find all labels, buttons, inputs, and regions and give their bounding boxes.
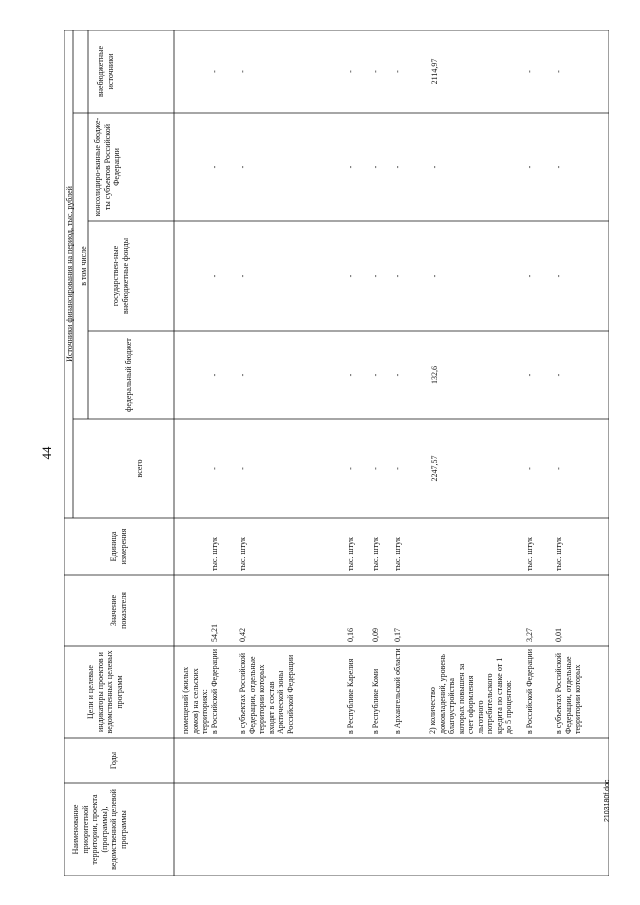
row-1-unit: тыс. штук xyxy=(210,537,219,571)
row-7-goal: в Российской Федерации xyxy=(525,649,534,734)
row-7-value: 3,27 xyxy=(525,628,534,642)
row-6-regional: - xyxy=(430,165,439,169)
row-6-total: 2247,57 xyxy=(430,455,439,482)
row-3-goal: в Республике Карелия xyxy=(346,658,355,734)
row-1-state: - xyxy=(210,274,219,278)
row-5-state: - xyxy=(393,274,402,278)
row-8-federal: - xyxy=(554,373,563,377)
row-4-state: - xyxy=(371,274,380,278)
row-5-total: - xyxy=(393,467,402,470)
row-3-unit: тыс. штук xyxy=(346,537,355,571)
row-1-regional: - xyxy=(210,165,219,169)
document-reference: 2103180f.doc xyxy=(604,779,611,822)
row-4-regional: - xyxy=(371,165,380,169)
row-2-unit: тыс. штук xyxy=(238,537,247,571)
row-7-regional: - xyxy=(525,165,534,169)
row-5-unit: тыс. штук xyxy=(393,537,402,571)
row-3-regional: - xyxy=(346,165,355,169)
row-5-regional: - xyxy=(393,165,402,169)
header-total: всего xyxy=(135,459,144,478)
header-state-funds: государствен-ные внебюджетные фонды xyxy=(111,238,130,314)
row-6-federal: 132,6 xyxy=(430,366,439,384)
page-number: 44 xyxy=(39,446,54,460)
row-8-regional: - xyxy=(554,165,563,169)
row-2-extra: - xyxy=(238,70,247,73)
rotated-sheet xyxy=(31,30,609,876)
row-4-extra: - xyxy=(371,70,380,73)
row-2-federal: - xyxy=(238,373,247,377)
row-5-extra: - xyxy=(393,70,402,73)
row-3-federal: - xyxy=(346,373,355,377)
row-3-extra: - xyxy=(346,70,355,73)
row-4-total: - xyxy=(371,467,380,470)
header-funding: Источники финансирования на период, тыс. рублей xyxy=(65,186,74,362)
header-regional: консолидиро-ванные бюдже-ты субъектов Российской Федерации xyxy=(93,117,121,217)
row-6-extra: 2114,97 xyxy=(430,58,439,85)
row-2-total: - xyxy=(238,467,247,470)
row-6-goal: 2) количество домовладений, уровень благоустройства которых повышен за счет оформления льготного потребительского кредита по ставке от 1 до 5 процентов: xyxy=(428,654,513,734)
row-4-goal: в Республике Коми xyxy=(371,668,380,734)
row-1-goal: в Российской Федерации xyxy=(210,649,219,734)
row-4-federal: - xyxy=(371,373,380,377)
header-unit: Единица измерения xyxy=(109,528,128,565)
row-0-goal: помещений (жилых домов) на сельских территориях: xyxy=(181,666,209,734)
row-1-extra: - xyxy=(210,70,219,73)
row-1-value: 54,21 xyxy=(210,624,219,642)
row-2-goal: в субъектах Российской Федерации, отдельные территории которых входят в состав Арктической зоны Российской Федерации xyxy=(238,652,295,734)
header-value: Значение показателя xyxy=(109,592,128,629)
row-8-value: 0,01 xyxy=(554,628,563,642)
header-name: Наименование приоритетной территории, проекта (программы), ведомственной целевой программы xyxy=(71,789,128,870)
row-8-unit: тыс. штук xyxy=(554,537,563,571)
row-4-unit: тыс. штук xyxy=(371,537,380,571)
header-goals: Цели и целевые индикаторы проектов и ведомственных целевых программ xyxy=(86,650,124,734)
row-4-value: 0,09 xyxy=(371,628,380,642)
row-5-value: 0,17 xyxy=(393,628,402,642)
row-3-value: 0,16 xyxy=(346,628,355,642)
row-5-federal: - xyxy=(393,373,402,377)
header-years: Годы xyxy=(109,751,118,770)
row-8-goal: в субъектах Российской Федерации, отдельные территории которых xyxy=(554,652,582,734)
row-7-federal: - xyxy=(525,373,534,377)
row-1-total: - xyxy=(210,467,219,470)
row-6-state: - xyxy=(430,274,439,278)
row-7-total: - xyxy=(525,467,534,470)
row-8-state: - xyxy=(554,274,563,278)
row-5-goal: в Архангельской области xyxy=(393,648,402,734)
row-8-extra: - xyxy=(554,70,563,73)
row-2-regional: - xyxy=(238,165,247,169)
row-7-unit: тыс. штук xyxy=(525,537,534,571)
row-3-state: - xyxy=(346,274,355,278)
row-3-total: - xyxy=(346,467,355,470)
header-federal: федеральный бюджет xyxy=(124,338,133,412)
row-7-extra: - xyxy=(525,70,534,73)
row-1-federal: - xyxy=(210,373,219,377)
row-7-state: - xyxy=(525,274,534,278)
row-2-value: 0,42 xyxy=(238,628,247,642)
row-8-total: - xyxy=(554,467,563,470)
row-2-state: - xyxy=(238,274,247,278)
header-including: в том числе xyxy=(79,246,88,286)
header-extra: внебюджетные источники xyxy=(96,46,115,97)
